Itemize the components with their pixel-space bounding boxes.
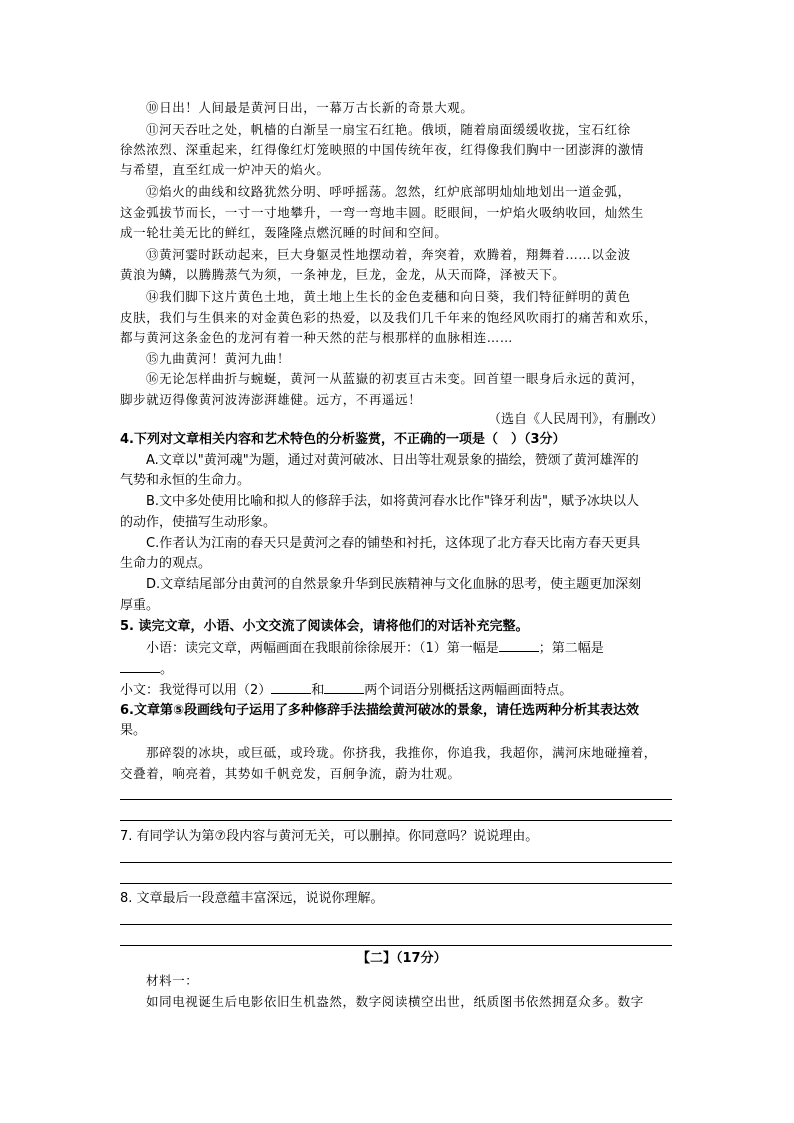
q4-option-c-line-2: 生命力的观点。 xyxy=(120,556,212,571)
paragraph-15: ⑮九曲黄河！黄河九曲！ xyxy=(146,351,291,366)
question-7-stem: 7. 有同学认为第⑦段内容与黄河无关，可以删掉。你同意吗？说说理由。 xyxy=(120,829,539,844)
paragraph-13-line-1: ⑬黄河霎时跃动起来，巨大身躯灵性地摆动着，奔突着，欢腾着，翔舞着……以金波 xyxy=(146,247,631,262)
q5-xiaowen-text-c: 两个词语分别概括这两幅画面特点。 xyxy=(364,683,573,698)
paragraph-14-line-1: ⑭我们脚下这片黄色土地，黄土地上生长的金色麦穗和向日葵，我们特征鲜明的黄色 xyxy=(146,289,631,304)
paragraph-16-line-2: 脚步就迈得像黄河波涛澎湃雄健。远方，不再遥远！ xyxy=(120,392,422,407)
paragraph-14-line-2: 皮肤，我们与生俱来的对金黄色彩的热爱，以及我们几千年来的饱经风吹雨打的痛苦和欢乐， xyxy=(120,310,658,325)
q5-blank-word-1[interactable] xyxy=(271,681,311,694)
question-6-stem-line-1: 6.文章第⑤段画线句子运用了多种修辞手法描绘黄河破冰的景象，请任选两种分析其表达效 xyxy=(120,703,639,718)
q5-xiaoyu-line xyxy=(146,639,604,658)
paragraph-13-line-2: 黄浪为鳞，以腾腾蒸气为须，一条神龙，巨龙，金龙，从天而降，泽被天下。 xyxy=(120,267,566,282)
paragraph-11-line-3: 与希望，直至红成一炉冲天的焰火。 xyxy=(120,162,330,177)
q5-blank-picture-2[interactable] xyxy=(120,660,160,673)
question-6-stem-line-2: 果。 xyxy=(120,723,147,738)
passage-source: （选自《人民周刊》，有删改） xyxy=(488,412,664,427)
q5-xiaoyu-text-a: 小语：读完文章，两幅画面在我眼前徐徐展开：（1）第一幅是 xyxy=(146,641,499,656)
q6-answer-line-2[interactable] xyxy=(120,820,672,821)
question-4-stem: 4.下列对文章相关内容和艺术特色的分析鉴赏，不正确的一项是（ ）（3分） xyxy=(120,432,566,447)
section-2-title: 【二】（17分） xyxy=(357,951,447,966)
paragraph-14-line-3: 都与黄河这条金色的龙河有着一种天然的茫与根那样的血脉相连…… xyxy=(120,330,514,345)
question-5-stem: 5. 读完文章，小语、小文交流了阅读体会，请将他们的对话补充完整。 xyxy=(120,619,529,634)
q4-option-d-line-2: 厚重。 xyxy=(120,598,160,613)
paragraph-12-line-3: 成一轮壮美无比的鲜红，轰隆隆点燃沉睡的时间和空间。 xyxy=(120,225,448,240)
q6-answer-line-1[interactable] xyxy=(120,799,672,800)
material-1-label: 材料一： xyxy=(146,973,199,988)
q7-answer-line-2[interactable] xyxy=(120,883,672,884)
q4-option-d-line-1: D.文章结尾部分由黄河的自然景象升华到民族精神与文化血脉的思考，使主题更加深刻 xyxy=(146,577,642,592)
q8-answer-line-1[interactable] xyxy=(120,924,672,925)
q5-xiaowen-text-a: 小文：我觉得可以用（2） xyxy=(120,683,272,698)
q4-option-a-line-1: A.文章以"黄河魂"为题，通过对黄河破冰、日出等壮观景象的描绘，赞颂了黄河雄浑的 xyxy=(146,453,639,468)
question-8-stem: 8. 文章最后一段意蕴丰富深远，说说你理解。 xyxy=(120,891,384,906)
paragraph-12-line-1: ⑫焰火的曲线和纹路犹然分明、呼呼摇荡。忽然，红炉底部明灿灿地划出一道金弧， xyxy=(146,184,631,199)
q6-quote-line-1: 那碎裂的冰块，或巨砥，或玲珑。你挤我，我推你，你追我，我超你，满河床地碰撞着， xyxy=(146,745,657,760)
q5-xiaoyu-line-2 xyxy=(120,660,173,679)
paragraph-11-line-1: ⑪河天吞吐之处，帆樯的白渐呈一扇宝石红艳。俄顷，随着扇面缓缓收拢，宝石红徐 xyxy=(146,122,631,137)
paragraph-11-line-2: 徐然浓烈、深重起来，红得像红灯笼映照的中国传统年夜，红得像我们胸中一团澎湃的激情 xyxy=(120,142,645,157)
paragraph-12-line-2: 这金弧拔节而长，一寸一寸地攀升，一弯一弯地丰圆。眨眼间，一炉焰火吸纳收回，灿然生 xyxy=(120,205,645,220)
q5-xiaoyu-text-b: ；第二幅是 xyxy=(538,641,604,656)
q5-xiaowen-line xyxy=(120,681,572,700)
q4-option-b-line-2: 的动作，使描写生动形象。 xyxy=(120,515,277,530)
q7-answer-line-1[interactable] xyxy=(120,862,672,863)
paragraph-16-line-1: ⑯无论怎样曲折与蜿蜒，黄河一从蓝嶽的初衷亘古未变。回首望一眼身后永远的黄河， xyxy=(146,371,644,386)
q5-blank-picture-1[interactable] xyxy=(499,639,539,652)
q5-blank-word-2[interactable] xyxy=(324,681,364,694)
q5-xiaoyu-end: 。 xyxy=(160,662,174,677)
q4-option-c-line-1: C.作者认为江南的春天只是黄河之春的铺垫和衬托，这体现了北方春天比南方春天更具 xyxy=(146,536,641,551)
q8-answer-line-2[interactable] xyxy=(120,945,672,946)
paragraph-10: ⑩日出！人间最是黄河日出，一幕万古长新的奇景大观。 xyxy=(146,100,474,115)
q4-option-b-line-1: B.文中多处使用比喻和拟人的修辞手法，如将黄河春水比作"锋牙利齿"，赋予冰块以人 xyxy=(146,494,640,509)
q5-xiaowen-text-b: 和 xyxy=(311,683,325,698)
q4-option-a-line-2: 气势和永恒的生命力。 xyxy=(120,473,251,488)
q6-quote-line-2: 交叠着，响亮着，其势如千帆竞发，百舸争流，蔚为壮观。 xyxy=(120,766,461,781)
material-1-line-1: 如同电视诞生后电影依旧生机盎然，数字阅读横空出世，纸质图书依然拥趸众多。数字 xyxy=(146,994,644,1009)
